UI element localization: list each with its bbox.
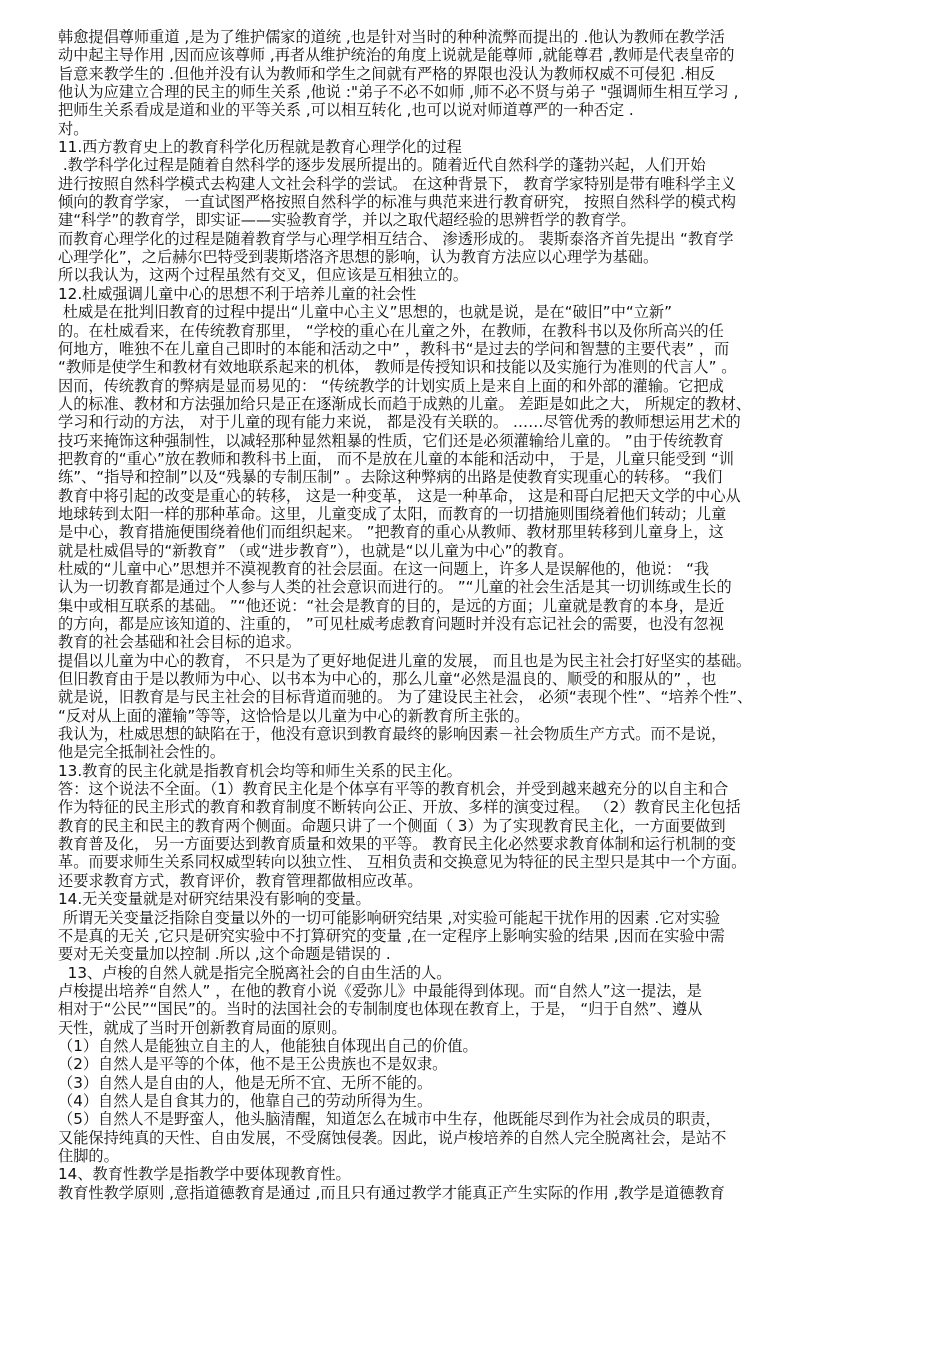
text-line: 人的标准、教材和方法强加给只是正在逐渐成长而趋于成熟的儿童。 差距是如此之大， 所规定的教材、: [58, 394, 752, 413]
text-line: 12.杜威强调儿童中心的思想不利于培养儿童的社会性: [58, 284, 417, 303]
text-line: 集中或相互联系的基础。 ”“他还说：“社会是教育的目的，是远的方面；儿童就是教育的本身，是近: [58, 596, 725, 615]
text-line: 但旧教育由于是以教师为中心、以书本为中心的，那么儿童“必然是温良的、顺受的和服从的” ，也: [58, 670, 717, 689]
text-line: 地球转到太阳一样的那种革命。这里，儿童变成了太阳，而教育的一切措施则围绕着他们转动；儿童: [58, 504, 727, 523]
text-line: 韩愈提倡尊师重道 ,是为了维护儒家的道统 ,也是针对当时的种种流弊而提出的 .他认为教师在教学活: [58, 28, 725, 46]
text-line: “反对从上面的灌输”等等，这恰恰是以儿童为中心的新教育所主张的。: [58, 706, 530, 725]
text-line: 要对无关变量加以控制 .所以 ,这个命题是错误的 .: [58, 945, 391, 964]
text-line: 杜威的“儿童中心”思想并不漠视教育的社会层面。在这一问题上，许多人是误解他的，他说： “我: [58, 559, 710, 578]
text-line: 旨意来教学生的 .但他并没有认为教师和学生之间就有严格的界限也没认为教师权威不可侵犯 .相反: [58, 64, 716, 83]
text-line: “教师是使学生和教材有效地联系起来的机体， 教师是传授知识和技能以及实施行为准则的代言人” 。: [58, 358, 737, 377]
text-line: 所谓无关变量泛指除自变量以外的一切可能影响研究结果 ,对实验可能起干扰作用的因素 .它对实验: [58, 908, 721, 927]
text-line: 还要求教育方式，教育评价，教育管理都做相应改革。: [58, 871, 423, 890]
text-line: 作为特征的民主形式的教育和教育制度不断转向公正、开放、多样的演变过程。 （2）教育民主化包括: [58, 798, 741, 817]
text-line: 他是完全抵制社会性的。: [58, 743, 226, 762]
text-line: 住脚的。: [58, 1146, 119, 1165]
text-line: 就是说，旧教育是与民主社会的目标背道而驰的。 为了建设民主社会， 必须“表现个性”、“培养个性”、: [58, 688, 753, 707]
text-line: 何地方，唯独不在儿童自己即时的本能和活动之中” ，教科书“是过去的学问和智慧的主要代表” ，而: [58, 339, 730, 358]
text-line: .教学科学化过程是随着自然科学的逐步发展所提出的。随着近代自然科学的蓬勃兴起，人们开始: [58, 156, 706, 175]
text-line: 把师生关系看成是道和业的平等关系 ,可以相互转化 ,也可以说对师道尊严的一种否定 .: [58, 101, 634, 120]
text-line: 的。在杜威看来，在传统教育那里， “学校的重心在儿童之外，在教师，在教科书以及你所高兴的任: [58, 321, 724, 340]
text-line: 11.西方教育史上的教育科学化历程就是教育心理学化的过程: [58, 138, 462, 157]
text-line: 教育性教学原则 ,意指道德教育是通过 ,而且只有通过教学才能真正产生实际的作用 ,教学是道德教育: [58, 1183, 725, 1202]
text-line: 技巧来掩饰这种强制性，以减轻那种显然粗暴的性质，它们还是必须灌输给儿童的。 ”由于传统教育: [58, 431, 724, 450]
text-line: （2）自然人是平等的个体，他不是王公贵族也不是奴隶。: [58, 1055, 448, 1074]
text-line: （5）自然人不是野蛮人，他头脑清醒，知道怎么在城市中生存，他既能尽到作为社会成员的职责，: [58, 1110, 721, 1129]
text-line: 把教育的“重心”放在教师和教科书上面， 而不是放在儿童的本能和活动中， 于是，儿童只能受到 “训: [58, 449, 734, 468]
text-line: 因而，传统教育的弊病是显而易见的： “传统教学的计划实质上是来自上面的和外部的灌输。它把成: [58, 376, 724, 395]
text-line: （1）自然人是能独立自主的人，他能独自体现出自己的价值。: [58, 1036, 478, 1055]
text-line: 进行按照自然科学模式去构建人文社会科学的尝试。 在这种背景下， 教育学家特别是带有唯科学主义: [58, 174, 736, 193]
text-line: 杜威是在批判旧教育的过程中提出“儿童中心主义”思想的，也就是说，是在“破旧”中“立新”: [58, 303, 672, 322]
text-line: 的方向，都是应该知道的、注重的， ”可见杜威考虑教育问题时并没有忘记社会的需要，也没有忽视: [58, 615, 724, 633]
text-line: 认为一切教育都是通过个人参与人类的社会意识而进行的。 ”“儿童的社会生活是其一切训练或生长的: [58, 578, 732, 597]
text-line: 革。而要求师生关系同权威型转向以独立性、 互相负责和交换意见为特征的民主型只是其中一个方面。: [58, 853, 747, 872]
text-line: 答：这个说法不全面。（1）教育民主化是个体享有平等的教育机会，并受到越来越充分的以自主和合: [58, 780, 729, 799]
text-line: 13.教育的民主化就是指教育机会均等和师生关系的民主化。: [58, 761, 462, 780]
text-line: 14.无关变量就是对研究结果没有影响的变量。: [58, 890, 371, 909]
text-line: 不是真的无关 ,它只是研究实验中不打算研究的变量 ,在一定程序上影响实验的结果 ,因而在实验中需: [58, 926, 725, 945]
text-line: 动中起主导作用 ,因而应该尊师 ,再者从维护统治的角度上说就是能尊师 ,就能尊君 ,教师是代表皇帝的: [58, 46, 735, 65]
text-line: （4）自然人是自食其力的，他靠自己的劳动所得为生。: [58, 1091, 433, 1110]
text-line: 倾向的教育学家， 一直试图严格按照自然科学的标准与典范来进行教育研究， 按照自然科学的模式构: [58, 193, 736, 212]
text-line: 相对于“公民”“国民”的。当时的法国社会的专制制度也体现在教育上，于是， “归于自然”、遵从: [58, 1000, 703, 1019]
text-line: 提倡以儿童为中心的教育， 不只是为了更好地促进儿童的发展， 而且也是为民主社会打好坚实的基础。: [58, 651, 752, 670]
text-line: 教育普及化， 另一方面要达到教育质量和效果的平等。 教育民主化必然要求教育体制和运行机制的变: [58, 835, 736, 854]
text-line: 对。: [58, 119, 89, 138]
text-line: 是中心，教育措施便围绕着他们而组织起来。 ”把教育的重心从教师、教材那里转移到儿童身上，这: [58, 523, 724, 542]
text-line: 卢梭提出培养“自然人” ，在他的教育小说《爱弥儿》中最能得到体现。而“自然人”这一提法，是: [58, 981, 702, 1000]
text-line: 教育的社会基础和社会目标的追求。: [58, 633, 301, 652]
text-line: 而教育心理学化的过程是随着教育学与心理学相互结合、 渗透形成的。 裴斯泰洛齐首先提出 “教育学: [58, 229, 734, 248]
text-line: 心理学化”，之后赫尔巴特受到裴斯塔洛齐思想的影响，认为教育方法应以心理学为基础。: [58, 248, 659, 267]
text-line: 教育中将引起的改变是重心的转移， 这是一种变革， 这是一种革命， 这是和哥白尼把天文学的中心从: [58, 486, 741, 505]
text-line: 练”、“指导和控制”以及“残暴的专制压制” 。去除这种弊病的出路是使教育实现重心的转移。 “我们: [58, 468, 723, 487]
text-line: 他认为应建立合理的民主的师生关系 ,他说 :"弟子不必不如师 ,师不必不贤与弟子 "强调师生相互学习 ,: [58, 83, 739, 102]
text-line: 又能保持纯真的天性、自由发展，不受腐蚀侵袭。因此，说卢梭培养的自然人完全脱离社会，是站不: [58, 1128, 727, 1147]
text-line: 学习和行动的方法， 对于儿童的现有能力来说， 都是没有关联的。 ……尽管优秀的教师想运用艺术的: [58, 413, 741, 432]
text-line: 所以我认为，这两个过程虽然有交叉，但应该是互相独立的。: [58, 266, 469, 285]
text-line: 就是杜威倡导的“新教育” （或“进步教育”），也就是“以儿童为中心”的教育。: [58, 541, 574, 560]
text-line: 我认为，杜威思想的缺陷在于，他没有意识到教育最终的影响因素－社会物质生产方式。而不是说，: [58, 725, 727, 744]
text-line: 天性，就成了当时开创新教育局面的原则。: [58, 1018, 347, 1037]
text-line: 14、教育性教学是指教学中要体现教育性。: [58, 1165, 351, 1184]
text-line: 建“科学”的教育学，即实证——实验教育学，并以之取代超经验的思辨哲学的教育学。: [58, 211, 636, 230]
text-line: （3）自然人是自由的人，他是无所不宜、无所不能的。: [58, 1073, 433, 1092]
text-line: 13、卢梭的自然人就是指完全脱离社会的自由生活的人。: [58, 963, 452, 982]
text-line: 教育的民主和民主的教育两个侧面。命题只讲了一个侧面（ 3）为了实现教育民主化，一方面要做到: [58, 816, 726, 835]
